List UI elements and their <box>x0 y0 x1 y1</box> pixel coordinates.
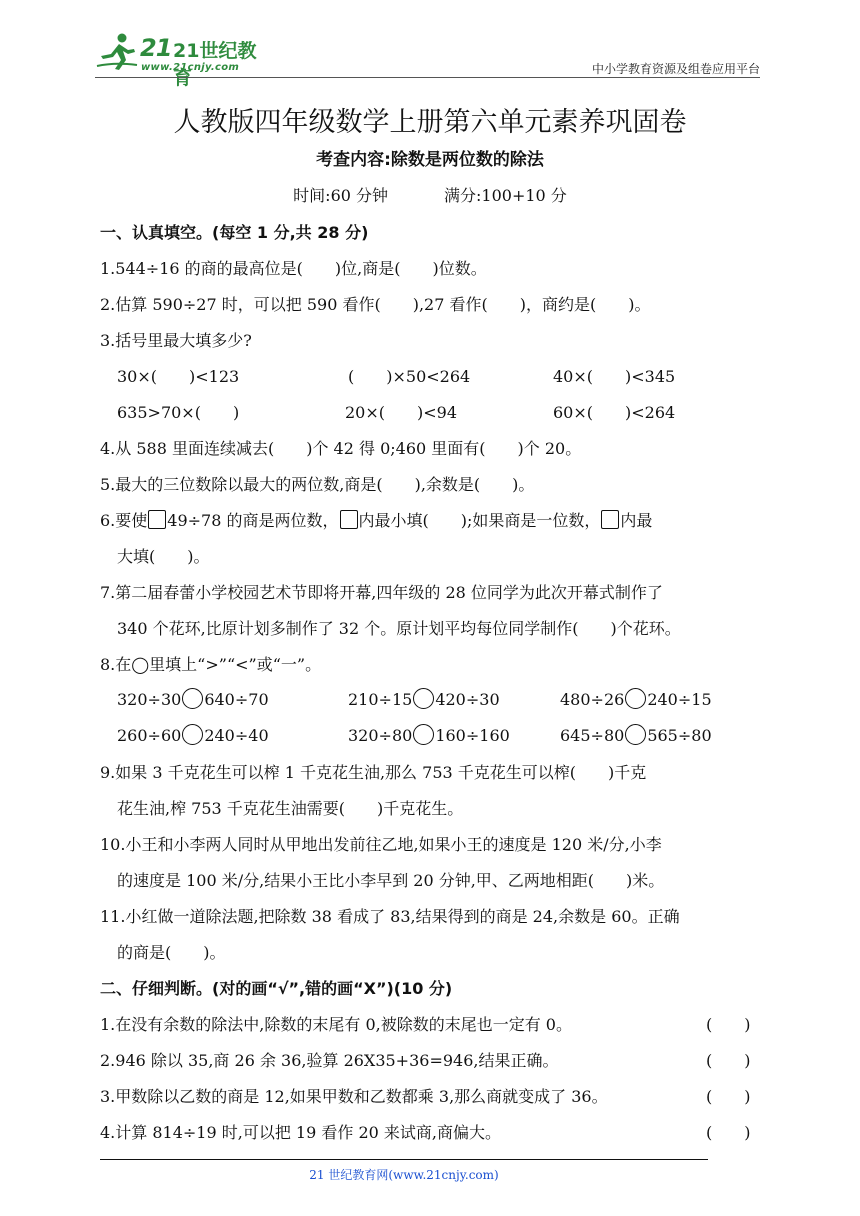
circle-blank-icon <box>625 724 646 745</box>
footer-link[interactable]: 21 世纪教育网(www.21cnjy.com) <box>309 1168 499 1182</box>
q3-item: ( )×50<264 <box>348 367 471 386</box>
question-6 <box>100 508 652 531</box>
question-9-cont: 花生油,榨 753 千克花生油需要( )千克花生。 <box>117 799 464 818</box>
answer-paren[interactable]: ( ) <box>706 1087 751 1106</box>
q6-text: 6.要使 <box>100 511 148 530</box>
question-10-cont: 的速度是 100 米/分,结果小王比小李早到 20 分钟,甲、乙两地相距( )米。 <box>117 871 665 890</box>
logo-text: 21世纪教育 <box>173 40 257 89</box>
platform-label: 中小学教育资源及组卷应用平台 <box>591 62 760 76</box>
q8-item: 320÷30 640÷70 <box>117 690 269 709</box>
header-divider <box>95 77 760 78</box>
question-5: 5.最大的三位数除以最大的两位数,商是( ),余数是( )。 <box>100 475 535 494</box>
question-10: 10.小王和小李两人同时从甲地出发前往乙地,如果小王的速度是 120 米/分,小李 <box>100 835 662 854</box>
circle-blank-icon <box>182 724 203 745</box>
full-score: 满分:100+10 分 <box>444 186 567 205</box>
q3-item: 635>70×( ) <box>117 403 240 422</box>
question-8: 8.在◯里填上“>”“<”或“一”。 <box>100 655 322 674</box>
question-9: 9.如果 3 千克花生可以榨 1 千克花生油,那么 753 千克花生可以榨( )千克 <box>100 763 647 782</box>
section-1-heading: 一、认真填空。(每空 1 分,共 28 分) <box>100 223 369 242</box>
square-box-icon <box>601 510 619 529</box>
q3-item: 20×( )<94 <box>345 403 458 422</box>
logo-21: 21 <box>140 34 172 62</box>
square-box-icon <box>148 510 166 529</box>
answer-paren[interactable]: ( ) <box>706 1123 751 1142</box>
q6-text: 内最小填( );如果商是一位数， <box>358 511 601 530</box>
q3-item: 30×( )<123 <box>117 367 240 386</box>
question-4: 4.从 588 里面连续减去( )个 42 得 0;460 里面有( )个 20。 <box>100 439 582 458</box>
question-7-cont: 340 个花环,比原计划多制作了 32 个。原计划平均每位同学制作( )个花环。 <box>117 619 681 638</box>
q8-item: 645÷80 565÷80 <box>560 726 712 745</box>
circle-blank-icon <box>413 724 434 745</box>
circle-blank-icon <box>413 688 434 709</box>
q6-text: 49÷78 的商是两位数， <box>167 511 339 530</box>
section-2-heading: 二、仔细判断。(对的画“√”,错的画“X”)(10 分) <box>100 979 453 998</box>
circle-blank-icon <box>182 688 203 709</box>
judge-item: 3.甲数除以乙数的商是 12,如果甲数和乙数都乘 3,那么商就变成了 36。 <box>100 1087 608 1106</box>
answer-paren[interactable]: ( ) <box>706 1015 751 1034</box>
page-subtitle: 考查内容:除数是两位数的除法 <box>316 150 544 170</box>
question-7: 7.第二届春蕾小学校园艺术节即将开幕,四年级的 28 位同学为此次开幕式制作了 <box>100 583 663 602</box>
q8-item: 480÷26 240÷15 <box>560 690 712 709</box>
page-header <box>95 30 760 89</box>
time-limit: 时间:60 分钟 <box>293 186 389 205</box>
q6-text: 内最 <box>620 511 653 530</box>
answer-paren[interactable]: ( ) <box>706 1051 751 1070</box>
runner-logo-icon <box>95 32 139 72</box>
question-3: 3.括号里最大填多少? <box>100 331 252 350</box>
footer-divider <box>100 1159 708 1160</box>
q8-item: 260÷60 240÷40 <box>117 726 269 745</box>
logo-url: www.21cnjy.com <box>141 62 240 73</box>
circle-blank-icon <box>625 688 646 709</box>
question-6-cont: 大填( )。 <box>117 547 210 566</box>
question-11: 11.小红做一道除法题,把除数 38 看成了 83,结果得到的商是 24,余数是 60。正确 <box>100 907 680 926</box>
square-box-icon <box>340 510 358 529</box>
q3-item: 60×( )<264 <box>553 403 676 422</box>
question-1: 1.544÷16 的商的最高位是( )位,商是( )位数。 <box>100 259 487 278</box>
question-11-cont: 的商是( )。 <box>117 943 226 962</box>
q3-item: 40×( )<345 <box>553 367 676 386</box>
judge-item: 1.在没有余数的除法中,除数的末尾有 0,被除数的末尾也一定有 0。 <box>100 1015 572 1034</box>
time-score-info <box>0 183 860 206</box>
q8-item: 210÷15 420÷30 <box>348 690 500 709</box>
page-title: 人教版四年级数学上册第六单元素养巩固卷 <box>173 107 687 138</box>
q8-item: 320÷80 160÷160 <box>348 726 510 745</box>
question-2: 2.估算 590÷27 时，可以把 590 看作( ),27 看作( )，商约是( )。 <box>100 295 651 314</box>
logo <box>95 30 265 89</box>
judge-item: 4.计算 814÷19 时,可以把 19 看作 20 来试商,商偏大。 <box>100 1123 501 1142</box>
judge-item: 2.946 除以 35,商 26 余 36,验算 26X35+36=946,结果正确。 <box>100 1051 559 1070</box>
